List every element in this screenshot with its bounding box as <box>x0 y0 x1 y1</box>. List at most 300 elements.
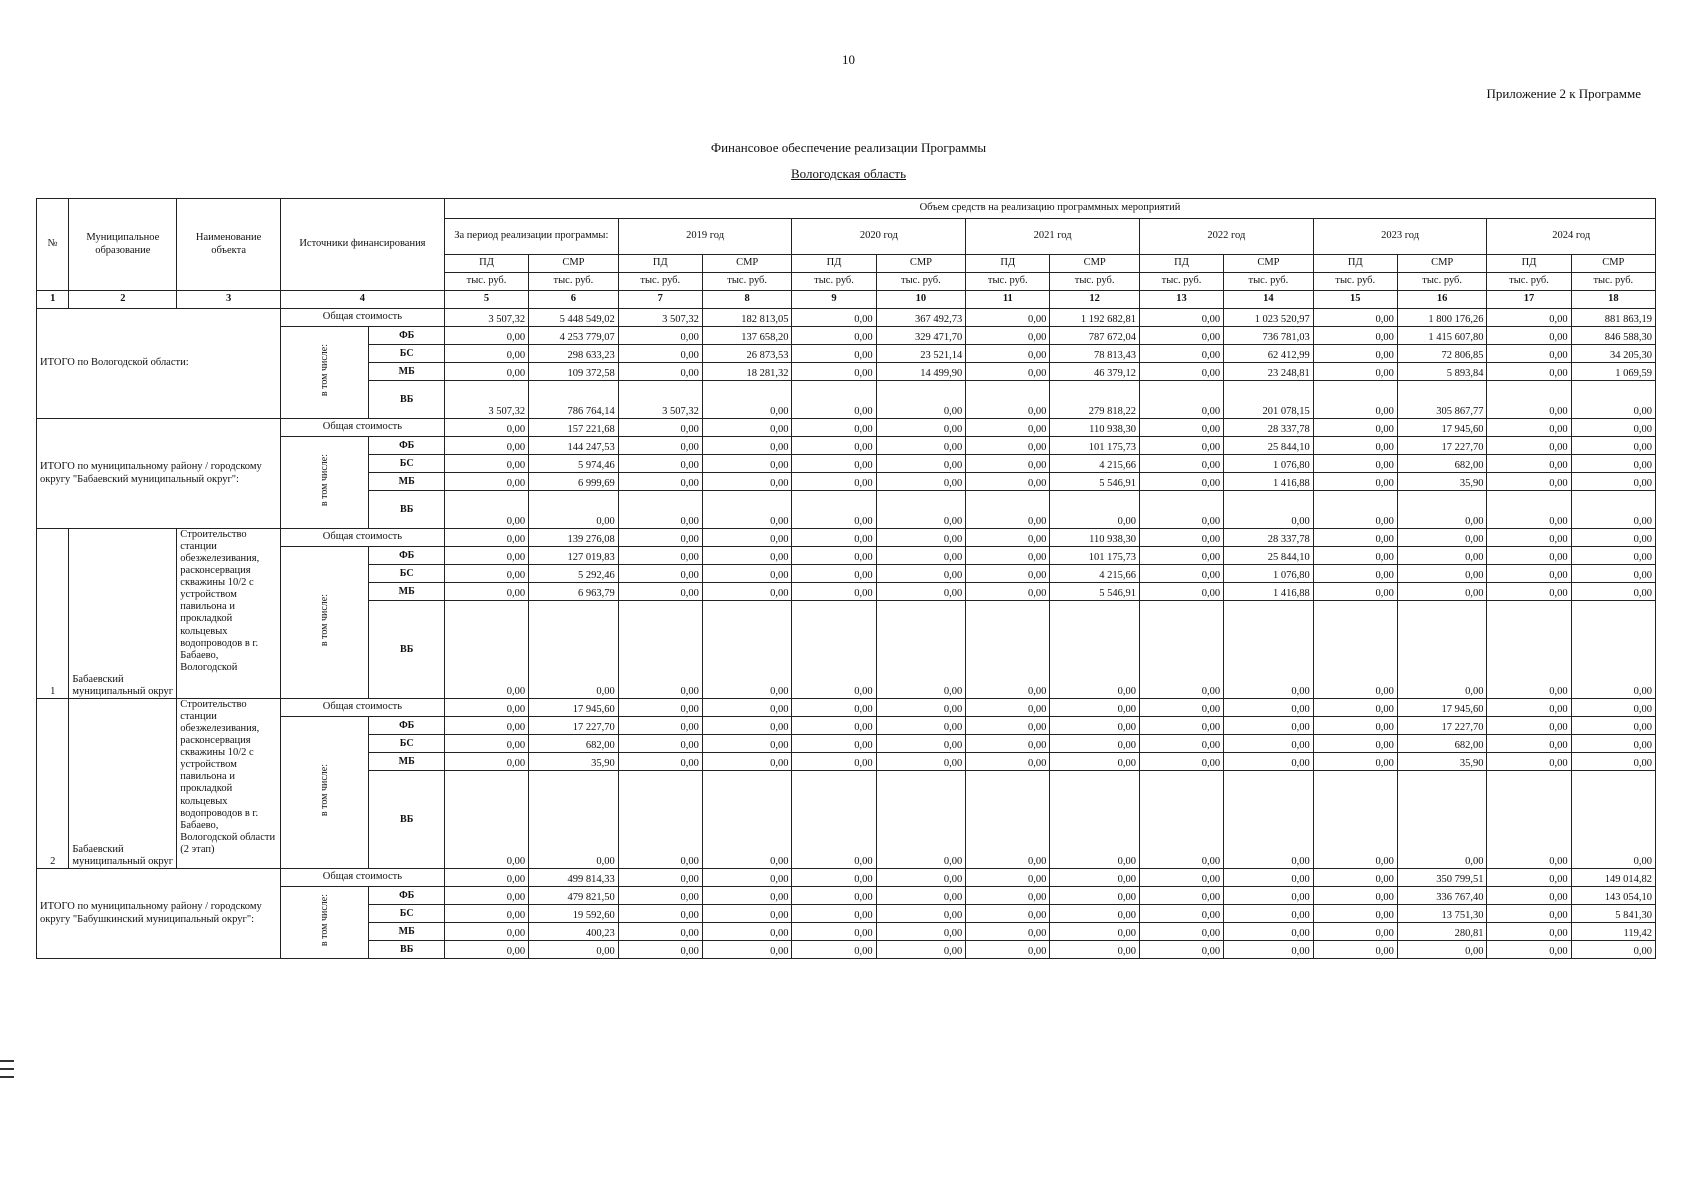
header-unit: тыс. руб. <box>1397 273 1487 291</box>
value-cell: 0,00 <box>618 327 702 345</box>
funding-source: МБ <box>369 753 445 771</box>
value-cell: 119,42 <box>1571 923 1655 941</box>
value-cell: 0,00 <box>1487 923 1571 941</box>
value-cell: 0,00 <box>792 735 876 753</box>
value-cell: 0,00 <box>618 529 702 547</box>
including-label <box>280 547 369 699</box>
value-cell: 14 499,90 <box>876 363 966 381</box>
value-cell: 786 764,14 <box>529 381 619 419</box>
value-cell: 0,00 <box>1139 869 1223 887</box>
value-cell: 0,00 <box>444 887 528 905</box>
funding-source: ФБ <box>369 547 445 565</box>
value-cell: 0,00 <box>876 547 966 565</box>
header-smr: СМР <box>1571 255 1655 273</box>
value-cell: 0,00 <box>966 363 1050 381</box>
value-cell: 5 974,46 <box>529 455 619 473</box>
column-number: 7 <box>618 291 702 309</box>
value-cell: 0,00 <box>702 565 792 583</box>
value-cell: 336 767,40 <box>1397 887 1487 905</box>
value-cell: 0,00 <box>1487 363 1571 381</box>
value-cell: 25 844,10 <box>1224 437 1314 455</box>
header-unit: тыс. руб. <box>529 273 619 291</box>
value-cell: 0,00 <box>1487 309 1571 327</box>
value-cell: 101 175,73 <box>1050 547 1140 565</box>
header-period-4: 2022 год <box>1139 219 1313 255</box>
value-cell: 23 521,14 <box>876 345 966 363</box>
value-cell: 110 938,30 <box>1050 419 1140 437</box>
value-cell: 682,00 <box>1397 735 1487 753</box>
column-number: 17 <box>1487 291 1571 309</box>
column-number: 8 <box>702 291 792 309</box>
value-cell: 0,00 <box>702 717 792 735</box>
value-cell: 0,00 <box>1050 941 1140 959</box>
funding-source: ВБ <box>369 491 445 529</box>
value-cell: 0,00 <box>876 869 966 887</box>
value-cell: 0,00 <box>618 905 702 923</box>
value-cell: 0,00 <box>876 771 966 869</box>
value-cell: 0,00 <box>1224 491 1314 529</box>
value-cell: 0,00 <box>792 583 876 601</box>
value-cell: 0,00 <box>1139 363 1223 381</box>
column-number: 14 <box>1224 291 1314 309</box>
value-cell: 0,00 <box>1139 565 1223 583</box>
value-cell: 1 416,88 <box>1224 473 1314 491</box>
value-cell: 4 253 779,07 <box>529 327 619 345</box>
object-name: Строительство станции обезжелезивания, расконсервация скважины 10/2 с устройством павильона и прокладкой кольцевых водопроводов в г. Бабаево, Вологодской <box>177 529 281 699</box>
value-cell: 3 507,32 <box>444 381 528 419</box>
value-cell: 0,00 <box>1313 547 1397 565</box>
funding-source: МБ <box>369 363 445 381</box>
funding-source: ФБ <box>369 437 445 455</box>
value-cell: 0,00 <box>1487 583 1571 601</box>
value-cell: 0,00 <box>618 887 702 905</box>
value-cell: 0,00 <box>444 601 528 699</box>
value-cell: 0,00 <box>1313 601 1397 699</box>
value-cell: 0,00 <box>966 735 1050 753</box>
value-cell: 0,00 <box>618 771 702 869</box>
value-cell: 0,00 <box>1313 327 1397 345</box>
value-cell: 0,00 <box>966 345 1050 363</box>
value-cell: 0,00 <box>618 735 702 753</box>
total-cost-label: Общая стоимость <box>280 309 444 327</box>
value-cell: 0,00 <box>1571 491 1655 529</box>
value-cell: 0,00 <box>1313 923 1397 941</box>
value-cell: 0,00 <box>792 437 876 455</box>
value-cell: 0,00 <box>966 327 1050 345</box>
header-volume: Объем средств на реализацию программных мероприятий <box>444 199 1655 219</box>
value-cell: 0,00 <box>1139 601 1223 699</box>
value-cell: 0,00 <box>1313 887 1397 905</box>
header-period-3: 2021 год <box>966 219 1140 255</box>
value-cell: 0,00 <box>1397 547 1487 565</box>
value-cell: 0,00 <box>792 887 876 905</box>
value-cell: 3 507,32 <box>618 381 702 419</box>
value-cell: 0,00 <box>702 583 792 601</box>
municipality-name: Бабаевский муниципальный округ <box>69 529 177 699</box>
value-cell: 0,00 <box>1397 601 1487 699</box>
column-number: 13 <box>1139 291 1223 309</box>
value-cell: 0,00 <box>444 735 528 753</box>
value-cell: 0,00 <box>876 923 966 941</box>
value-cell: 0,00 <box>444 753 528 771</box>
value-cell: 0,00 <box>618 583 702 601</box>
value-cell: 0,00 <box>618 363 702 381</box>
table-row-total-cost <box>37 529 1656 547</box>
column-number: 1 <box>37 291 69 309</box>
value-cell: 0,00 <box>1571 771 1655 869</box>
value-cell: 0,00 <box>1487 869 1571 887</box>
value-cell: 0,00 <box>792 869 876 887</box>
value-cell: 0,00 <box>618 491 702 529</box>
financing-table <box>36 198 1656 959</box>
value-cell: 0,00 <box>1050 869 1140 887</box>
value-cell: 34 205,30 <box>1571 345 1655 363</box>
value-cell: 0,00 <box>702 699 792 717</box>
table-row-total-cost <box>37 419 1656 437</box>
column-number: 4 <box>280 291 444 309</box>
value-cell: 0,00 <box>966 753 1050 771</box>
value-cell: 0,00 <box>1139 583 1223 601</box>
value-cell: 0,00 <box>1487 887 1571 905</box>
including-text: в том числе: <box>318 894 330 947</box>
header-unit: тыс. руб. <box>618 273 702 291</box>
value-cell: 0,00 <box>444 905 528 923</box>
value-cell: 0,00 <box>444 491 528 529</box>
value-cell: 0,00 <box>702 771 792 869</box>
value-cell: 144 247,53 <box>529 437 619 455</box>
value-cell: 0,00 <box>876 381 966 419</box>
value-cell: 0,00 <box>1050 887 1140 905</box>
header-smr: СМР <box>702 255 792 273</box>
value-cell: 13 751,30 <box>1397 905 1487 923</box>
value-cell: 0,00 <box>876 419 966 437</box>
value-cell: 0,00 <box>444 869 528 887</box>
table-row-total-cost <box>37 699 1656 717</box>
value-cell: 0,00 <box>1571 419 1655 437</box>
value-cell: 0,00 <box>876 565 966 583</box>
value-cell: 0,00 <box>702 887 792 905</box>
including-label <box>280 437 369 529</box>
value-cell: 17 945,60 <box>1397 699 1487 717</box>
header-unit: тыс. руб. <box>1313 273 1397 291</box>
value-cell: 0,00 <box>1313 771 1397 869</box>
value-cell: 0,00 <box>792 345 876 363</box>
value-cell: 17 227,70 <box>1397 437 1487 455</box>
value-cell: 0,00 <box>876 583 966 601</box>
value-cell: 0,00 <box>444 583 528 601</box>
value-cell: 0,00 <box>792 381 876 419</box>
value-cell: 0,00 <box>792 455 876 473</box>
value-cell: 0,00 <box>1050 771 1140 869</box>
column-number: 9 <box>792 291 876 309</box>
funding-source: МБ <box>369 473 445 491</box>
value-cell: 23 248,81 <box>1224 363 1314 381</box>
funding-source: ВБ <box>369 771 445 869</box>
value-cell: 0,00 <box>702 905 792 923</box>
value-cell: 0,00 <box>1397 565 1487 583</box>
value-cell: 400,23 <box>529 923 619 941</box>
value-cell: 499 814,33 <box>529 869 619 887</box>
value-cell: 25 844,10 <box>1224 547 1314 565</box>
header-unit: тыс. руб. <box>1487 273 1571 291</box>
value-cell: 787 672,04 <box>1050 327 1140 345</box>
value-cell: 0,00 <box>1313 529 1397 547</box>
column-number: 5 <box>444 291 528 309</box>
column-number: 3 <box>177 291 281 309</box>
value-cell: 0,00 <box>618 869 702 887</box>
value-cell: 0,00 <box>966 771 1050 869</box>
value-cell: 0,00 <box>1139 735 1223 753</box>
value-cell: 0,00 <box>966 601 1050 699</box>
header-pd: ПД <box>618 255 702 273</box>
header-object: Наименование объекта <box>177 199 281 291</box>
including-text: в том числе: <box>318 594 330 647</box>
value-cell: 0,00 <box>876 601 966 699</box>
value-cell: 0,00 <box>1571 437 1655 455</box>
value-cell: 0,00 <box>966 473 1050 491</box>
value-cell: 143 054,10 <box>1571 887 1655 905</box>
value-cell: 149 014,82 <box>1571 869 1655 887</box>
value-cell: 0,00 <box>1571 565 1655 583</box>
municipality-name: Бабаевский муниципальный округ <box>69 699 177 869</box>
value-cell: 0,00 <box>966 699 1050 717</box>
value-cell: 1 800 176,26 <box>1397 309 1487 327</box>
value-cell: 0,00 <box>1571 547 1655 565</box>
value-cell: 0,00 <box>1139 419 1223 437</box>
value-cell: 0,00 <box>1139 491 1223 529</box>
value-cell: 0,00 <box>1139 473 1223 491</box>
value-cell: 0,00 <box>966 437 1050 455</box>
value-cell: 1 076,80 <box>1224 455 1314 473</box>
value-cell: 736 781,03 <box>1224 327 1314 345</box>
value-cell: 0,00 <box>966 529 1050 547</box>
value-cell: 0,00 <box>1224 699 1314 717</box>
header-pd: ПД <box>966 255 1050 273</box>
header-unit: тыс. руб. <box>1224 273 1314 291</box>
value-cell: 139 276,08 <box>529 529 619 547</box>
value-cell: 329 471,70 <box>876 327 966 345</box>
value-cell: 0,00 <box>1224 753 1314 771</box>
value-cell: 0,00 <box>1313 905 1397 923</box>
value-cell: 0,00 <box>1224 905 1314 923</box>
total-label: ИТОГО по муниципальному району / городскому округу "Бабаевский муниципальный округ": <box>37 419 281 529</box>
value-cell: 0,00 <box>792 529 876 547</box>
value-cell: 0,00 <box>1313 309 1397 327</box>
value-cell: 0,00 <box>1571 455 1655 473</box>
value-cell: 0,00 <box>702 753 792 771</box>
value-cell: 3 507,32 <box>618 309 702 327</box>
value-cell: 0,00 <box>1571 583 1655 601</box>
value-cell: 0,00 <box>966 583 1050 601</box>
header-period-6: 2024 год <box>1487 219 1656 255</box>
value-cell: 17 945,60 <box>1397 419 1487 437</box>
total-cost-label: Общая стоимость <box>280 699 444 717</box>
value-cell: 0,00 <box>444 473 528 491</box>
funding-source: БС <box>369 345 445 363</box>
value-cell: 682,00 <box>529 735 619 753</box>
value-cell: 0,00 <box>618 565 702 583</box>
value-cell: 0,00 <box>702 473 792 491</box>
value-cell: 4 215,66 <box>1050 455 1140 473</box>
value-cell: 0,00 <box>1224 771 1314 869</box>
total-cost-label: Общая стоимость <box>280 419 444 437</box>
funding-source: БС <box>369 565 445 583</box>
value-cell: 298 633,23 <box>529 345 619 363</box>
value-cell: 0,00 <box>1313 753 1397 771</box>
value-cell: 0,00 <box>1313 437 1397 455</box>
header-unit: тыс. руб. <box>1050 273 1140 291</box>
total-label: ИТОГО по Вологодской области: <box>37 309 281 419</box>
value-cell: 0,00 <box>792 473 876 491</box>
region-subtitle <box>0 166 1697 182</box>
value-cell: 0,00 <box>966 309 1050 327</box>
value-cell: 0,00 <box>444 771 528 869</box>
value-cell: 0,00 <box>1139 905 1223 923</box>
funding-source: ВБ <box>369 381 445 419</box>
value-cell: 0,00 <box>876 887 966 905</box>
header-no: № <box>37 199 69 291</box>
value-cell: 17 945,60 <box>529 699 619 717</box>
value-cell: 1 415 607,80 <box>1397 327 1487 345</box>
value-cell: 0,00 <box>966 455 1050 473</box>
value-cell: 0,00 <box>1487 905 1571 923</box>
value-cell: 182 813,05 <box>702 309 792 327</box>
value-cell: 0,00 <box>1313 345 1397 363</box>
value-cell: 35,90 <box>529 753 619 771</box>
value-cell: 0,00 <box>1397 941 1487 959</box>
value-cell: 1 416,88 <box>1224 583 1314 601</box>
value-cell: 0,00 <box>1313 381 1397 419</box>
value-cell: 280,81 <box>1397 923 1487 941</box>
value-cell: 0,00 <box>1050 699 1140 717</box>
value-cell: 0,00 <box>1050 717 1140 735</box>
value-cell: 479 821,50 <box>529 887 619 905</box>
value-cell: 0,00 <box>1313 735 1397 753</box>
value-cell: 1 076,80 <box>1224 565 1314 583</box>
value-cell: 0,00 <box>1050 491 1140 529</box>
appendix-label: Приложение 2 к Программе <box>1486 86 1641 101</box>
value-cell: 5 893,84 <box>1397 363 1487 381</box>
including-text: в том числе: <box>318 344 330 397</box>
value-cell: 0,00 <box>966 565 1050 583</box>
value-cell: 0,00 <box>1313 363 1397 381</box>
value-cell: 1 192 682,81 <box>1050 309 1140 327</box>
value-cell: 46 379,12 <box>1050 363 1140 381</box>
value-cell: 5 546,91 <box>1050 583 1140 601</box>
value-cell: 0,00 <box>618 473 702 491</box>
value-cell: 0,00 <box>1487 381 1571 419</box>
header-smr: СМР <box>1397 255 1487 273</box>
header-sources: Источники финансирования <box>280 199 444 291</box>
column-number: 10 <box>876 291 966 309</box>
header-unit: тыс. руб. <box>1139 273 1223 291</box>
value-cell: 5 841,30 <box>1571 905 1655 923</box>
including-label <box>280 327 369 419</box>
value-cell: 0,00 <box>444 565 528 583</box>
column-number: 12 <box>1050 291 1140 309</box>
header-unit: тыс. руб. <box>444 273 528 291</box>
value-cell: 35,90 <box>1397 473 1487 491</box>
value-cell: 0,00 <box>702 529 792 547</box>
total-cost-label: Общая стоимость <box>280 869 444 887</box>
value-cell: 127 019,83 <box>529 547 619 565</box>
value-cell: 0,00 <box>618 753 702 771</box>
value-cell: 0,00 <box>1397 771 1487 869</box>
value-cell: 3 507,32 <box>444 309 528 327</box>
value-cell: 0,00 <box>1487 941 1571 959</box>
value-cell: 0,00 <box>702 941 792 959</box>
column-number: 18 <box>1571 291 1655 309</box>
value-cell: 109 372,58 <box>529 363 619 381</box>
value-cell: 0,00 <box>876 699 966 717</box>
value-cell: 0,00 <box>702 419 792 437</box>
value-cell: 18 281,32 <box>702 363 792 381</box>
value-cell: 0,00 <box>618 547 702 565</box>
value-cell: 0,00 <box>1139 345 1223 363</box>
value-cell: 62 412,99 <box>1224 345 1314 363</box>
value-cell: 0,00 <box>444 699 528 717</box>
value-cell: 0,00 <box>1571 473 1655 491</box>
value-cell: 0,00 <box>444 547 528 565</box>
value-cell: 0,00 <box>618 345 702 363</box>
value-cell: 0,00 <box>702 437 792 455</box>
value-cell: 305 867,77 <box>1397 381 1487 419</box>
value-cell: 0,00 <box>1487 437 1571 455</box>
value-cell: 0,00 <box>966 547 1050 565</box>
value-cell: 0,00 <box>1571 381 1655 419</box>
value-cell: 0,00 <box>1487 771 1571 869</box>
header-period-5: 2023 год <box>1313 219 1487 255</box>
value-cell: 0,00 <box>1313 491 1397 529</box>
value-cell: 0,00 <box>792 601 876 699</box>
value-cell: 0,00 <box>1487 419 1571 437</box>
value-cell: 0,00 <box>1224 601 1314 699</box>
value-cell: 0,00 <box>966 887 1050 905</box>
value-cell: 846 588,30 <box>1571 327 1655 345</box>
funding-source: ФБ <box>369 327 445 345</box>
header-unit: тыс. руб. <box>702 273 792 291</box>
value-cell: 0,00 <box>1397 529 1487 547</box>
value-cell: 0,00 <box>1224 941 1314 959</box>
column-number: 2 <box>69 291 177 309</box>
value-cell: 28 337,78 <box>1224 529 1314 547</box>
row-index: 2 <box>37 699 69 869</box>
header-pd: ПД <box>1139 255 1223 273</box>
value-cell: 0,00 <box>1487 717 1571 735</box>
page-number: 10 <box>842 52 855 67</box>
value-cell: 26 873,53 <box>702 345 792 363</box>
value-cell: 0,00 <box>1139 717 1223 735</box>
value-cell: 0,00 <box>444 717 528 735</box>
value-cell: 0,00 <box>1224 869 1314 887</box>
value-cell: 0,00 <box>1224 717 1314 735</box>
value-cell: 5 292,46 <box>529 565 619 583</box>
value-cell: 0,00 <box>702 491 792 529</box>
value-cell: 0,00 <box>876 529 966 547</box>
value-cell: 0,00 <box>1313 419 1397 437</box>
value-cell: 0,00 <box>876 473 966 491</box>
value-cell: 0,00 <box>1487 735 1571 753</box>
value-cell: 0,00 <box>1313 473 1397 491</box>
value-cell: 0,00 <box>1487 601 1571 699</box>
value-cell: 0,00 <box>966 381 1050 419</box>
value-cell: 0,00 <box>1571 735 1655 753</box>
value-cell: 0,00 <box>702 547 792 565</box>
value-cell: 0,00 <box>529 601 619 699</box>
value-cell: 137 658,20 <box>702 327 792 345</box>
total-cost-label: Общая стоимость <box>280 529 444 547</box>
value-cell: 0,00 <box>444 345 528 363</box>
